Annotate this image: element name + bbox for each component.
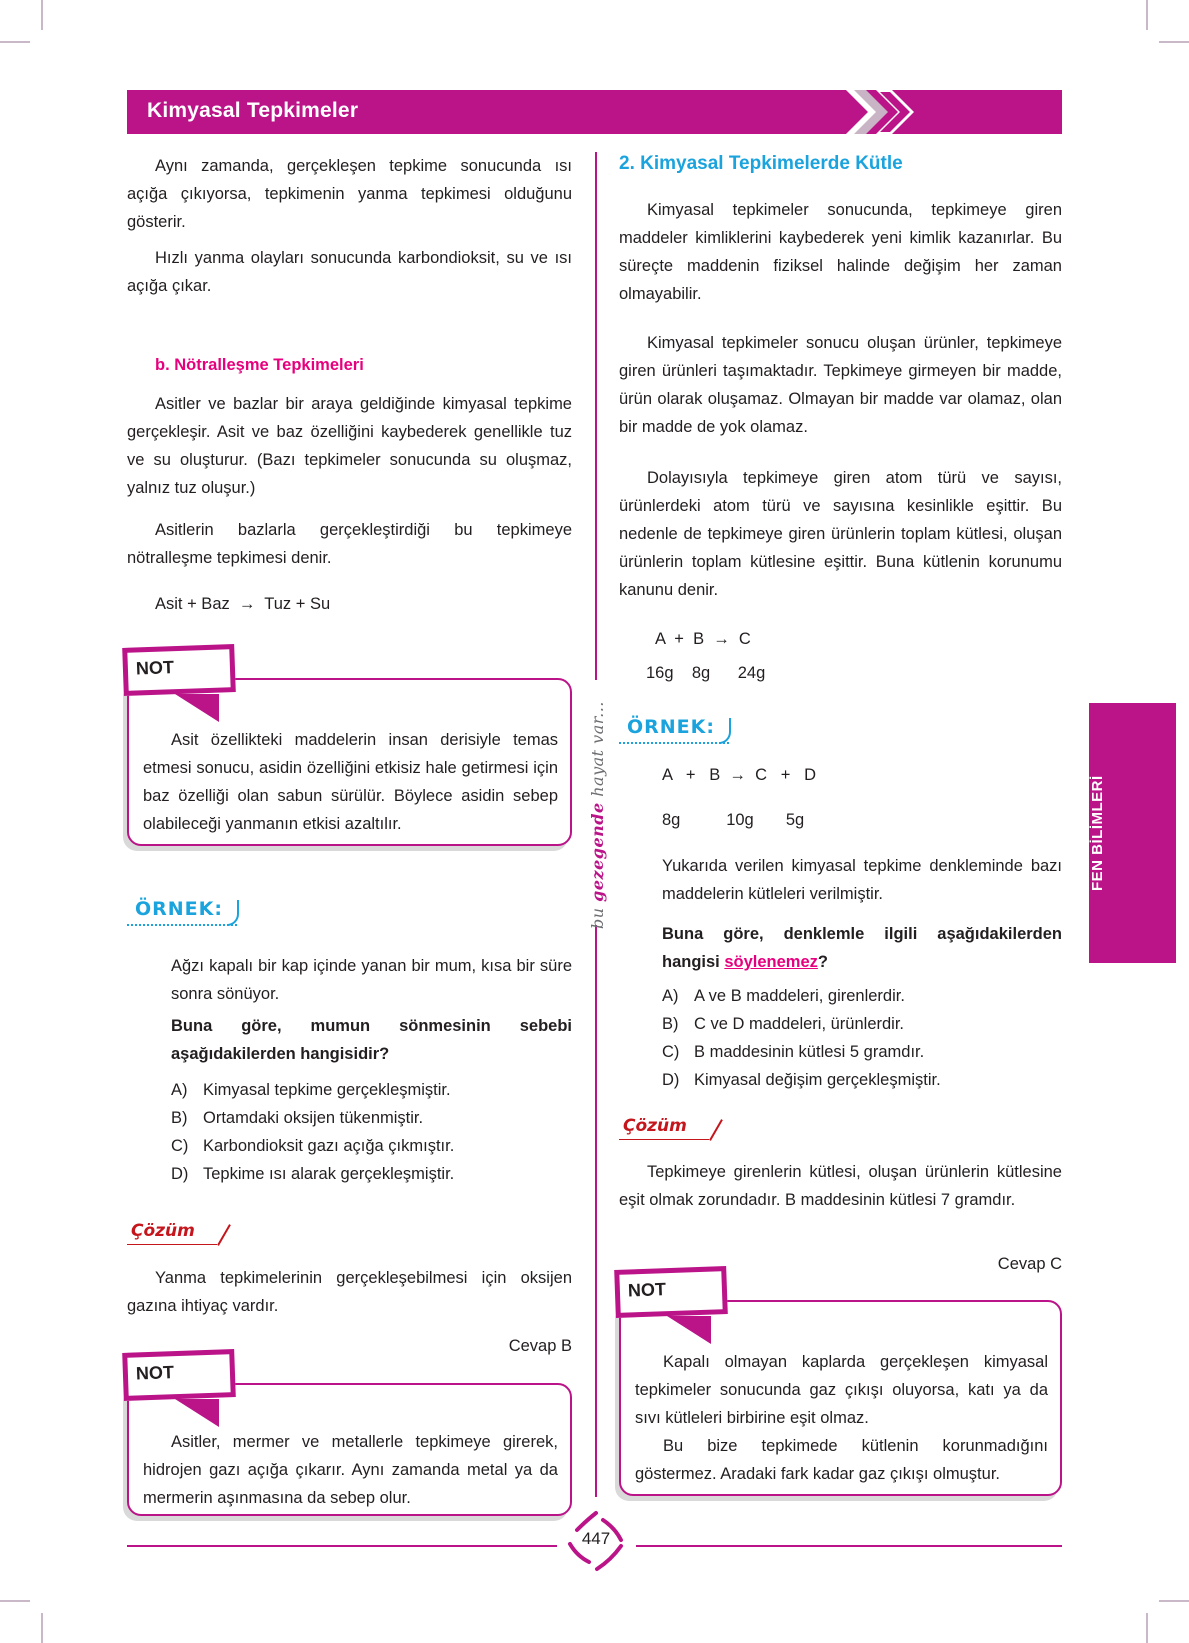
answer-options	[662, 982, 941, 1094]
option-c[interactable]: C) B maddesinin kütlesi 5 gramdır.	[662, 1043, 925, 1061]
crop-mark	[0, 1600, 30, 1602]
solution-text: Yanma tepkimelerinin gerçekleşebilmesi için oksijen gazına ihtiyaç vardır.	[127, 1269, 572, 1315]
paragraph: Asitler ve bazlar bir araya geldiğinde kimyasal tepkime gerçekleşir. Asit ve baz özelliğini kaybederek genellikle tuz ve su oluşturur. (Bazı tepkimeler sonucunda su oluşmaz, yalnız tuz oluşur.)	[127, 395, 572, 497]
answer-text: Cevap C	[997, 1255, 1062, 1273]
solution-label-slash	[217, 1224, 231, 1246]
solution-text: Tepkimeye girenlerin kütlesi, oluşan ürünlerin kütlesine eşit olmak zorundadır. B maddesinin kütlesi 7 gramdır.	[619, 1163, 1062, 1209]
subsection-heading: b. Nötralleşme Tepkimeleri	[155, 356, 364, 374]
note-label: NOT	[135, 1362, 175, 1384]
crop-mark	[1146, 0, 1148, 30]
example-label-curve	[719, 718, 731, 744]
note-tag	[122, 1349, 236, 1401]
reaction-equation: A + B → C + D	[662, 766, 817, 784]
solution-label-slash	[709, 1119, 723, 1141]
example-question: Buna göre, denklemle ilgili aşağıdakilerden hangisi söylenemez?	[662, 925, 1062, 971]
note-box	[619, 1279, 1062, 1496]
solution-label-text: Çözüm	[131, 1221, 195, 1241]
chapter-header	[127, 90, 1062, 134]
option-b[interactable]: B) Ortamdaki oksijen tükenmiştir.	[171, 1109, 424, 1127]
option-a[interactable]: A) A ve B maddeleri, girenlerdir.	[662, 987, 905, 1005]
footer-rule	[127, 1545, 557, 1547]
crop-mark	[0, 41, 30, 43]
note-text: Asitler, mermer ve metallerle tepkimeye girerek, hidrojen gazı açığa çıkarır. Aynı zamanda metal ya da mermerin aşınmasına da sebep olur.	[143, 1433, 558, 1507]
option-d[interactable]: D) Tepkime ısı alarak gerçekleşmiştir.	[171, 1165, 455, 1183]
note-label: NOT	[627, 1279, 667, 1301]
example-stem: Yukarıda verilen kimyasal tepkime denkleminde bazı maddelerin kütleleri verilmiştir.	[662, 857, 1062, 903]
motto-prefix: bu	[588, 901, 607, 929]
page-number: 447	[581, 1529, 611, 1548]
reaction-equation: Asit + Baz → Tuz + Su	[155, 595, 331, 613]
subject-side-tab	[1089, 703, 1176, 963]
example-question: Buna göre, mumun sönmesinin sebebi aşağıdakilerden hangisidir?	[171, 1017, 572, 1063]
crop-mark	[1159, 41, 1189, 43]
example-stem: Ağzı kapalı bir kap içinde yanan bir mum, kısa bir süre sonra sönüyor.	[171, 957, 572, 1003]
example-label	[619, 716, 729, 744]
note-box	[127, 1362, 572, 1516]
reaction-masses: 16g 8g 24g	[646, 664, 766, 682]
paragraph: Kimyasal tepkimeler sonucu oluşan ürünler, tepkimeye giren ürünleri taşımaktadır. Tepkimeye girmeyen bir madde, ürün olarak oluşamaz. Olmayan bir madde var olamaz, olan bir madde de yok olamaz.	[619, 334, 1062, 436]
motto-highlight: gezegende	[588, 802, 607, 902]
option-d[interactable]: D) Kimyasal değişim gerçekleşmiştir.	[662, 1071, 941, 1089]
solution-label	[127, 1221, 217, 1245]
example-label-curve	[227, 900, 239, 926]
chevron-right-icon	[842, 86, 922, 138]
crop-mark	[41, 1613, 43, 1643]
paragraph: Dolayısıyla tepkimeye giren atom türü ve sayısı, ürünlerdeki atom türü ve sayısına kesinlikle eşittir. Bu nedenle de tepkimeye giren ürünlerin toplam kütlesi, oluşan ürünlerin toplam kütlesine eşittir. Buna kütlenin korunumu kanunu denir.	[619, 469, 1062, 599]
note-box	[127, 657, 572, 846]
note-tag	[122, 644, 236, 696]
note-text: Asit özellikteki maddelerin insan derisiyle temas etmesi sonucu, asidin özelliğini etkisiz hale getirmesi için baz özelliği olan sabun sürülür. Böylece asidin sebep olabileceği yanmanın etkisi azaltılır.	[143, 731, 558, 833]
paragraph: Hızlı yanma olayları sonucunda karbondioksit, su ve ısı açığa çıkar.	[127, 249, 572, 295]
footer-rule	[636, 1545, 1062, 1547]
crop-mark	[41, 0, 43, 30]
example-label	[127, 898, 237, 926]
note-tag	[614, 1266, 728, 1318]
example-label-text: ÖRNEK:	[135, 898, 223, 920]
crop-mark	[1159, 1600, 1189, 1602]
note-label: NOT	[135, 657, 175, 679]
note-text: Kapalı olmayan kaplarda gerçekleşen kimyasal tepkimeler sonucunda gaz çıkışı oluyorsa, katı ya da sıvı kütleleri birbirine eşit olmaz.	[635, 1353, 1048, 1427]
section-heading: 2. Kimyasal Tepkimelerde Kütle	[619, 153, 903, 174]
page-number-badge	[565, 1510, 627, 1572]
paragraph: Asitlerin bazlarla gerçekleştirdiği bu tepkimeye nötralleşme tepkimesi denir.	[127, 521, 572, 567]
crop-mark	[1146, 1613, 1148, 1643]
subject-label: FEN BİLİMLERİ	[1089, 775, 1106, 891]
paragraph: Kimyasal tepkimeler sonucunda, tepkimeye giren maddeler kimliklerini kaybederek yeni kimlik kazanırlar. Bu süreçte maddenin fiziksel halinde değişim her zaman olmayabilir.	[619, 201, 1062, 303]
chapter-title: Kimyasal Tepkimeler	[147, 99, 359, 122]
note-text: Bu bize tepkimede kütlenin korunmadığını göstermez. Aradaki fark kadar gaz çıkışı olmuştur.	[635, 1437, 1048, 1483]
note-tag-tail	[175, 1399, 219, 1427]
solution-label-text: Çözüm	[623, 1116, 687, 1136]
example-label-text: ÖRNEK:	[627, 716, 715, 738]
margin-motto	[588, 700, 618, 930]
option-c[interactable]: C) Karbondioksit gazı açığa çıkmıştır.	[171, 1137, 455, 1155]
note-tag-tail	[175, 694, 219, 722]
reaction-masses: 8g 10g 5g	[662, 811, 805, 829]
option-a[interactable]: A) Kimyasal tepkime gerçekleşmiştir.	[171, 1081, 451, 1099]
reaction-equation: A + B → C	[655, 630, 751, 648]
solution-label	[619, 1116, 709, 1140]
paragraph: Aynı zamanda, gerçekleşen tepkime sonucunda ısı açığa çıkıyorsa, tepkimenin yanma tepkimesi olduğunu gösterir.	[127, 157, 572, 231]
note-tag-tail	[667, 1316, 711, 1344]
motto-suffix: hayat var...	[588, 701, 607, 803]
answer-text: Cevap B	[508, 1337, 572, 1355]
option-b[interactable]: B) C ve D maddeleri, ürünlerdir.	[662, 1015, 905, 1033]
answer-options	[171, 1076, 454, 1188]
